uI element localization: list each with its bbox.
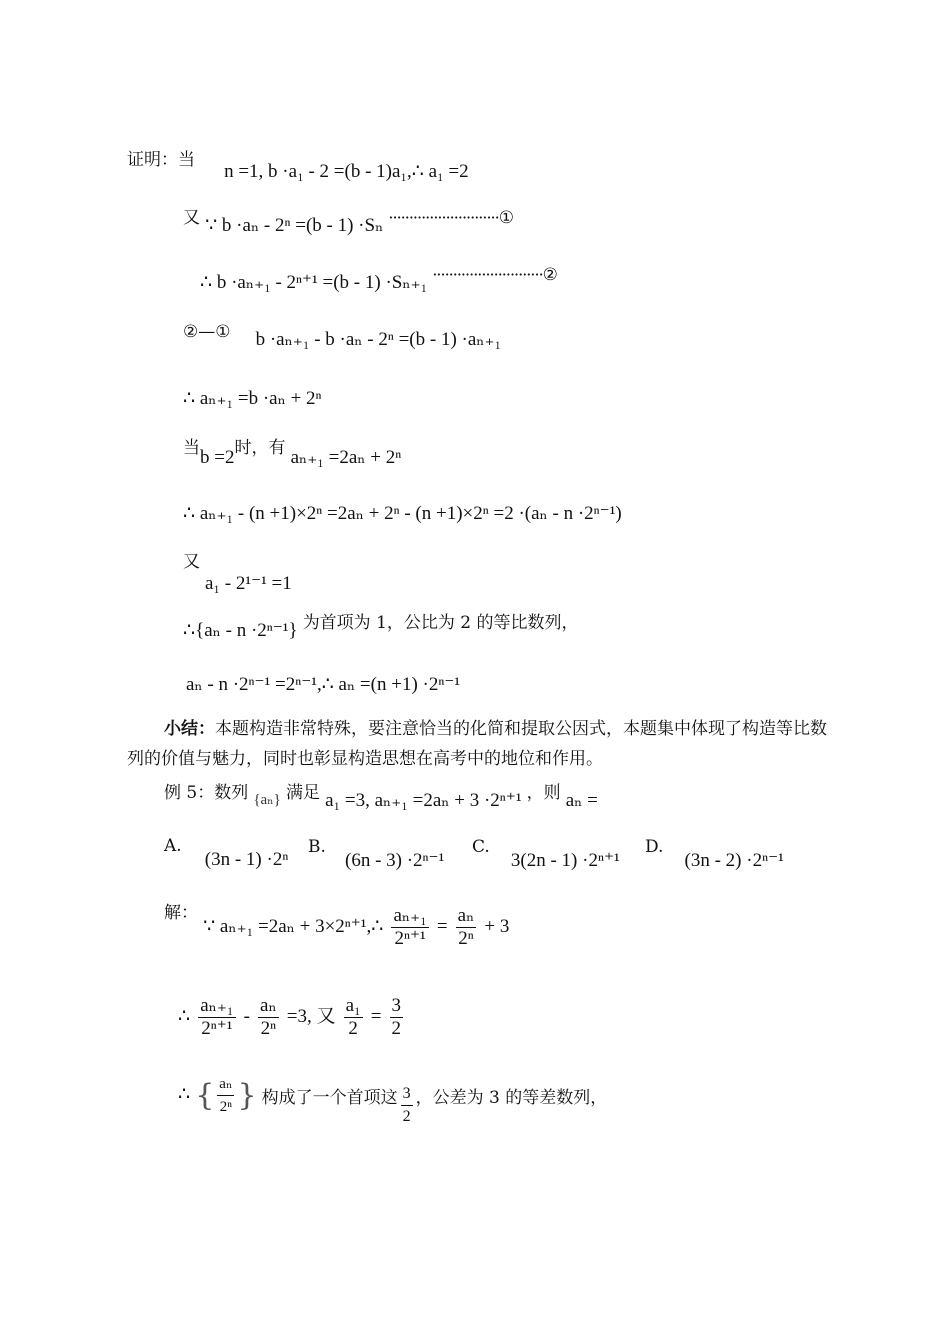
option-label: A. [164, 836, 182, 856]
label-when: 当 [183, 438, 200, 458]
proof-line-4 [183, 320, 502, 350]
formula-sequence: ∴{aₙ - n ·2ⁿ⁻¹} [183, 620, 298, 641]
fraction: $\frac{3}{2}$ [391, 995, 402, 1039]
formula-conditions: a₁ =3, aₙ₊₁ =2aₙ + 3 ·2ⁿ⁺¹ [325, 790, 522, 811]
option-c[interactable] [472, 835, 620, 871]
example-5-line [164, 778, 598, 811]
option-a[interactable] [164, 835, 289, 870]
proof-line-6 [183, 433, 402, 468]
proof-line-5 [183, 387, 322, 410]
equals-sign: = [436, 916, 448, 937]
solution-line-2 [178, 995, 406, 1040]
formula-difference: b ·aₙ₊₁ - b ·aₙ - 2ⁿ =(b - 1) ·aₙ₊₁ [255, 329, 502, 350]
equation-marker-2: ② [542, 265, 558, 285]
formula-eq2: ∴ b ·aₙ₊₁ - 2ⁿ⁺¹ =(b - 1) ·Sₙ₊₁ [200, 272, 428, 293]
solution-line-1 [164, 905, 509, 950]
therefore-symbol: ∴ [178, 1084, 191, 1105]
label-then: ，则 [526, 783, 561, 803]
proof-line-8 [183, 547, 292, 595]
solution-line-3 [178, 1073, 608, 1125]
formula-transform: ∴ aₙ₊₁ - (n +1)×2ⁿ =2aₙ + 2ⁿ - (n +1)×2ⁿ =2 ·(aₙ - n ·2ⁿ⁻¹) [183, 503, 622, 524]
arithmetic-text-2: ，公差为 3 的等差数列， [415, 1088, 608, 1108]
label-subtract: ②—① [183, 322, 231, 342]
dotted-leader: ··························· [388, 208, 499, 227]
sequence-symbol: {aₙ} [253, 792, 281, 808]
option-expr: (3n - 1) ·2ⁿ [204, 849, 289, 870]
proof-line-1 [127, 145, 469, 182]
solution-label: 解： [164, 903, 198, 923]
formula-recurrence: ∴ aₙ₊₁ =b ·aₙ + 2ⁿ [183, 388, 322, 409]
option-expr: (3n - 2) ·2ⁿ⁻¹ [684, 850, 784, 871]
option-expr: (6n - 3) ·2ⁿ⁻¹ [345, 850, 445, 871]
label-then-have: 时，有 [234, 438, 286, 458]
formula-initial: a₁ - 2¹⁻¹ =1 [205, 573, 292, 594]
formula-tail: + 3 [484, 916, 510, 937]
option-expr: 3(2n - 1) ·2ⁿ⁺¹ [510, 850, 620, 871]
proof-line-10 [186, 673, 460, 696]
fraction: $\frac{\text{a₁}}{2}$ [345, 995, 361, 1039]
proof-line-7 [183, 502, 622, 525]
formula-mid: =3, 又 [286, 1006, 336, 1027]
formula-b-equals: b =2 [200, 447, 235, 468]
summary-paragraph [127, 714, 827, 774]
proof-line-2 [183, 203, 514, 236]
minus-sign: - [243, 1006, 250, 1027]
summary-text: 本题构造非常特殊，要注意恰当的化简和提取公因式，本题集中体现了构造等比数列的价值与魅力，同时也彰显构造思想在高考中的地位和作用。 [127, 719, 827, 769]
label-satisfies: 满足 [285, 783, 320, 803]
formula-base-case: n =1, b ·a₁ - 2 =(b - 1)a₁,∴ a₁ =2 [224, 161, 469, 182]
example-label: 例 5：数列 [164, 783, 249, 803]
formula-given: ∵ aₙ₊₁ =2aₙ + 3×2ⁿ⁺¹,∴ [203, 916, 384, 937]
option-label: D. [645, 837, 664, 857]
arithmetic-text-1: 构成了一个首项这 [261, 1088, 398, 1108]
dotted-leader: ··························· [432, 265, 543, 284]
option-label: C. [472, 837, 490, 857]
fraction: $\frac{3}{2}$ [402, 1085, 411, 1125]
formula-special-recurrence: aₙ₊₁ =2aₙ + 2ⁿ [290, 447, 402, 468]
proof-line-9 [183, 608, 579, 641]
fraction: $\frac{\text{aₙ}}{\text{2ⁿ}}$ [217, 1073, 234, 1118]
label-you: 又 [183, 208, 200, 228]
therefore-symbol: ∴ [178, 1006, 191, 1027]
right-brace-icon: } [237, 1078, 257, 1113]
fraction: $\frac{\text{aₙ}}{\text{2ⁿ}}$ [457, 905, 475, 949]
proof-line-3 [200, 263, 558, 293]
left-brace-icon: { [195, 1078, 215, 1113]
geometric-conclusion: 为首项为 1，公比为 2 的等比数列， [302, 613, 579, 633]
equals-sign: = [370, 1006, 382, 1027]
option-b[interactable] [308, 835, 445, 871]
equation-marker-1: ① [498, 208, 514, 228]
option-d[interactable] [645, 835, 784, 871]
fraction: $\frac{\text{aₙ}}{\text{2ⁿ}}$ [260, 995, 277, 1039]
proof-label: 证明：当 [127, 150, 195, 170]
formula-result: aₙ - n ·2ⁿ⁻¹ =2ⁿ⁻¹,∴ aₙ =(n +1) ·2ⁿ⁻¹ [186, 674, 461, 695]
option-label: B. [308, 837, 326, 857]
formula-target: aₙ = [565, 790, 598, 811]
summary-heading: 小结： [164, 719, 215, 739]
label-you: 又 [183, 552, 200, 572]
fraction: $\frac{\text{aₙ₊₁}}{\text{2ⁿ⁺¹}}$ [200, 995, 234, 1039]
formula-eq1: ∵ b ·aₙ - 2ⁿ =(b - 1) ·Sₙ [205, 215, 384, 236]
fraction: $\frac{\text{aₙ₊₁}}{\text{2ⁿ⁺¹}}$ [393, 905, 427, 949]
